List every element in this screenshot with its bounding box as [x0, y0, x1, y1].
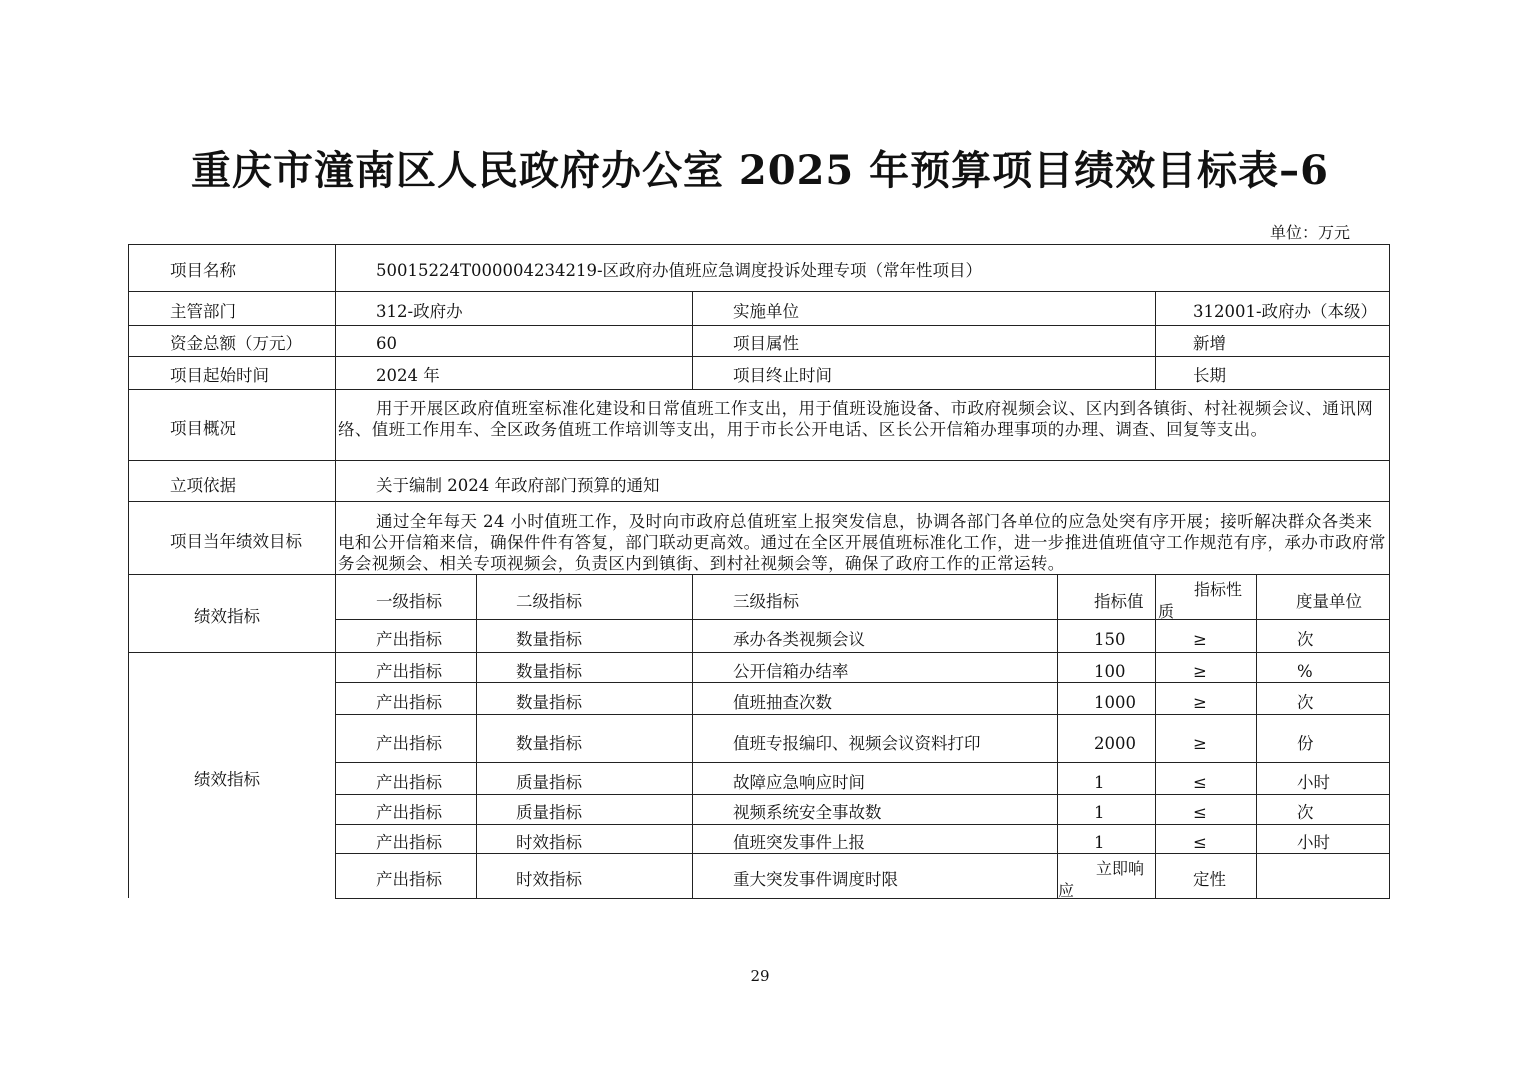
table-row-l1: 产出指标: [376, 803, 442, 822]
table-row-l3: 重大突发事件调度时限: [733, 870, 898, 889]
table-rule: [335, 794, 1390, 795]
table-rule: [128, 460, 1390, 461]
overview-text: 用于开展区政府值班室标准化建设和日常值班工作支出，用于值班设施设备、市政府视频会议、区内到各镇街、村社视频会议、通讯网络、值班工作用车、全区政务值班工作培训等支出，用于市长公开电话、区长公开信箱办理事项的办理、调查、回复等支出。: [338, 399, 1374, 439]
table-row-l3: 视频系统安全事故数: [733, 803, 882, 822]
table-row-l1: 产出指标: [376, 662, 442, 681]
table-row-l2: 时效指标: [516, 833, 582, 852]
indicator-section-label-bottom: 绩效指标: [194, 770, 260, 789]
table-rule: [128, 244, 129, 898]
table-rule: [1389, 244, 1390, 899]
table-rule: [1155, 291, 1156, 389]
table-rule: [335, 762, 1390, 763]
table-row-value-top: 立即响: [1096, 859, 1145, 878]
table-row-nature: ≥: [1193, 693, 1207, 712]
table-rule: [335, 853, 1390, 854]
table-rule: [335, 619, 1390, 620]
table-row-unit: 次: [1297, 803, 1314, 822]
table-row-l3: 公开信箱办结率: [733, 662, 849, 681]
start-label: 项目起始时间: [170, 366, 269, 385]
unit-note: 单位：万元: [1269, 223, 1350, 242]
table-row-l1: 产出指标: [376, 734, 442, 753]
page-title: 重庆市潼南区人民政府办公室 2025 年预算项目绩效目标表–6: [190, 147, 1329, 194]
table-row-l2: 数量指标: [516, 693, 582, 712]
header-level2: 二级指标: [516, 592, 582, 611]
table-row-unit: 小时: [1297, 773, 1330, 792]
table-row-nature: ≤: [1193, 833, 1207, 852]
table-row-value: 1: [1094, 773, 1105, 792]
table-row-l2: 数量指标: [516, 630, 582, 649]
dept-label: 主管部门: [170, 302, 236, 321]
table-row-nature: ≥: [1193, 734, 1207, 753]
table-row-l3: 承办各类视频会议: [733, 630, 865, 649]
table-rule: [128, 652, 1390, 653]
impl-unit-value: 312001-政府办（本级）: [1193, 302, 1378, 321]
project-name-label: 项目名称: [170, 261, 236, 280]
goal-label: 项目当年绩效目标: [170, 532, 302, 551]
table-row-l1: 产出指标: [376, 833, 442, 852]
impl-unit-label: 实施单位: [733, 302, 799, 321]
table-rule: [128, 244, 1390, 245]
table-rule: [128, 356, 1390, 357]
fund-value: 60: [376, 334, 397, 353]
table-row-l1: 产出指标: [376, 630, 442, 649]
dept-value: 312-政府办: [376, 302, 463, 321]
table-row-value-bottom: 应: [1058, 881, 1075, 900]
page-number: 29: [750, 967, 770, 985]
table-row-unit: 小时: [1297, 833, 1330, 852]
table-row-nature: ≤: [1193, 773, 1207, 792]
table-row-l1: 产出指标: [376, 870, 442, 889]
table-row-unit: 份: [1297, 734, 1314, 753]
attr-value: 新增: [1193, 334, 1226, 353]
start-value: 2024 年: [376, 366, 440, 385]
header-level1: 一级指标: [376, 592, 442, 611]
end-value: 长期: [1193, 366, 1226, 385]
table-rule: [128, 574, 1390, 575]
table-row-unit: 次: [1297, 693, 1314, 712]
table-rule: [335, 714, 1390, 715]
table-row-nature: ≥: [1193, 662, 1207, 681]
table-rule: [692, 574, 693, 899]
table-row-unit: %: [1297, 662, 1313, 681]
table-row-value: 100: [1094, 662, 1126, 681]
header-level3: 三级指标: [733, 592, 799, 611]
end-label: 项目终止时间: [733, 366, 832, 385]
table-row-l3: 故障应急响应时间: [733, 773, 865, 792]
table-row-l3: 值班专报编印、视频会议资料打印: [733, 734, 981, 753]
basis-label: 立项依据: [170, 476, 236, 495]
table-row-l2: 质量指标: [516, 773, 582, 792]
fund-label: 资金总额（万元）: [170, 334, 302, 353]
table-rule: [335, 244, 336, 899]
table-rule: [1057, 574, 1058, 899]
table-row-l1: 产出指标: [376, 693, 442, 712]
header-value: 指标值: [1094, 592, 1144, 611]
attr-label: 项目属性: [733, 334, 799, 353]
table-row-value: 150: [1094, 630, 1126, 649]
header-unit: 度量单位: [1296, 592, 1362, 611]
table-row-unit: 次: [1297, 630, 1314, 649]
table-row-value: 1: [1094, 833, 1105, 852]
table-row-value: 2000: [1094, 734, 1136, 753]
table-rule: [128, 291, 1390, 292]
table-row-l2: 质量指标: [516, 803, 582, 822]
table-row-value: 1: [1094, 803, 1105, 822]
table-row-l1: 产出指标: [376, 773, 442, 792]
table-rule: [476, 574, 477, 899]
table-rule: [335, 824, 1390, 825]
header-nature-top: 指标性: [1194, 580, 1243, 599]
table-row-nature: 定性: [1193, 870, 1226, 889]
table-rule: [128, 325, 1390, 326]
table-rule: [1155, 574, 1156, 899]
project-name-value: 50015224T000004234219-区政府办值班应急调度投诉处理专项（常年性项目）: [376, 261, 983, 280]
table-row-l2: 时效指标: [516, 870, 582, 889]
table-rule: [128, 501, 1390, 502]
table-row-l2: 数量指标: [516, 734, 582, 753]
header-nature-bottom: 质: [1158, 602, 1175, 621]
table-row-nature: ≥: [1193, 630, 1207, 649]
indicator-section-label-top: 绩效指标: [194, 607, 260, 626]
table-row-l3: 值班抽查次数: [733, 693, 832, 712]
table-row-value: 1000: [1094, 693, 1136, 712]
overview-label: 项目概况: [170, 419, 236, 438]
table-row-l2: 数量指标: [516, 662, 582, 681]
basis-value: 关于编制 2024 年政府部门预算的通知: [376, 476, 660, 495]
table-row-l3: 值班突发事件上报: [733, 833, 865, 852]
table-rule: [1256, 574, 1257, 899]
table-row-nature: ≤: [1193, 803, 1207, 822]
table-rule: [335, 682, 1390, 683]
table-rule: [692, 291, 693, 389]
goal-text: 通过全年每天 24 小时值班工作，及时向市政府总值班室上报突发信息，协调各部门各单位的应急处突有序开展；接听解决群众各类来电和公开信箱来信，确保件件有答复，部门联动更高效。通过在全区开展值班标准化工作，进一步推进值班值守工作规范有序，承办市政府常务会视频会、相关专项视频会，负责区内到镇街、到村社视频会等，确保了政府工作的正常运转。: [338, 512, 1386, 573]
table-rule: [335, 898, 1390, 899]
table-rule: [128, 389, 1390, 390]
